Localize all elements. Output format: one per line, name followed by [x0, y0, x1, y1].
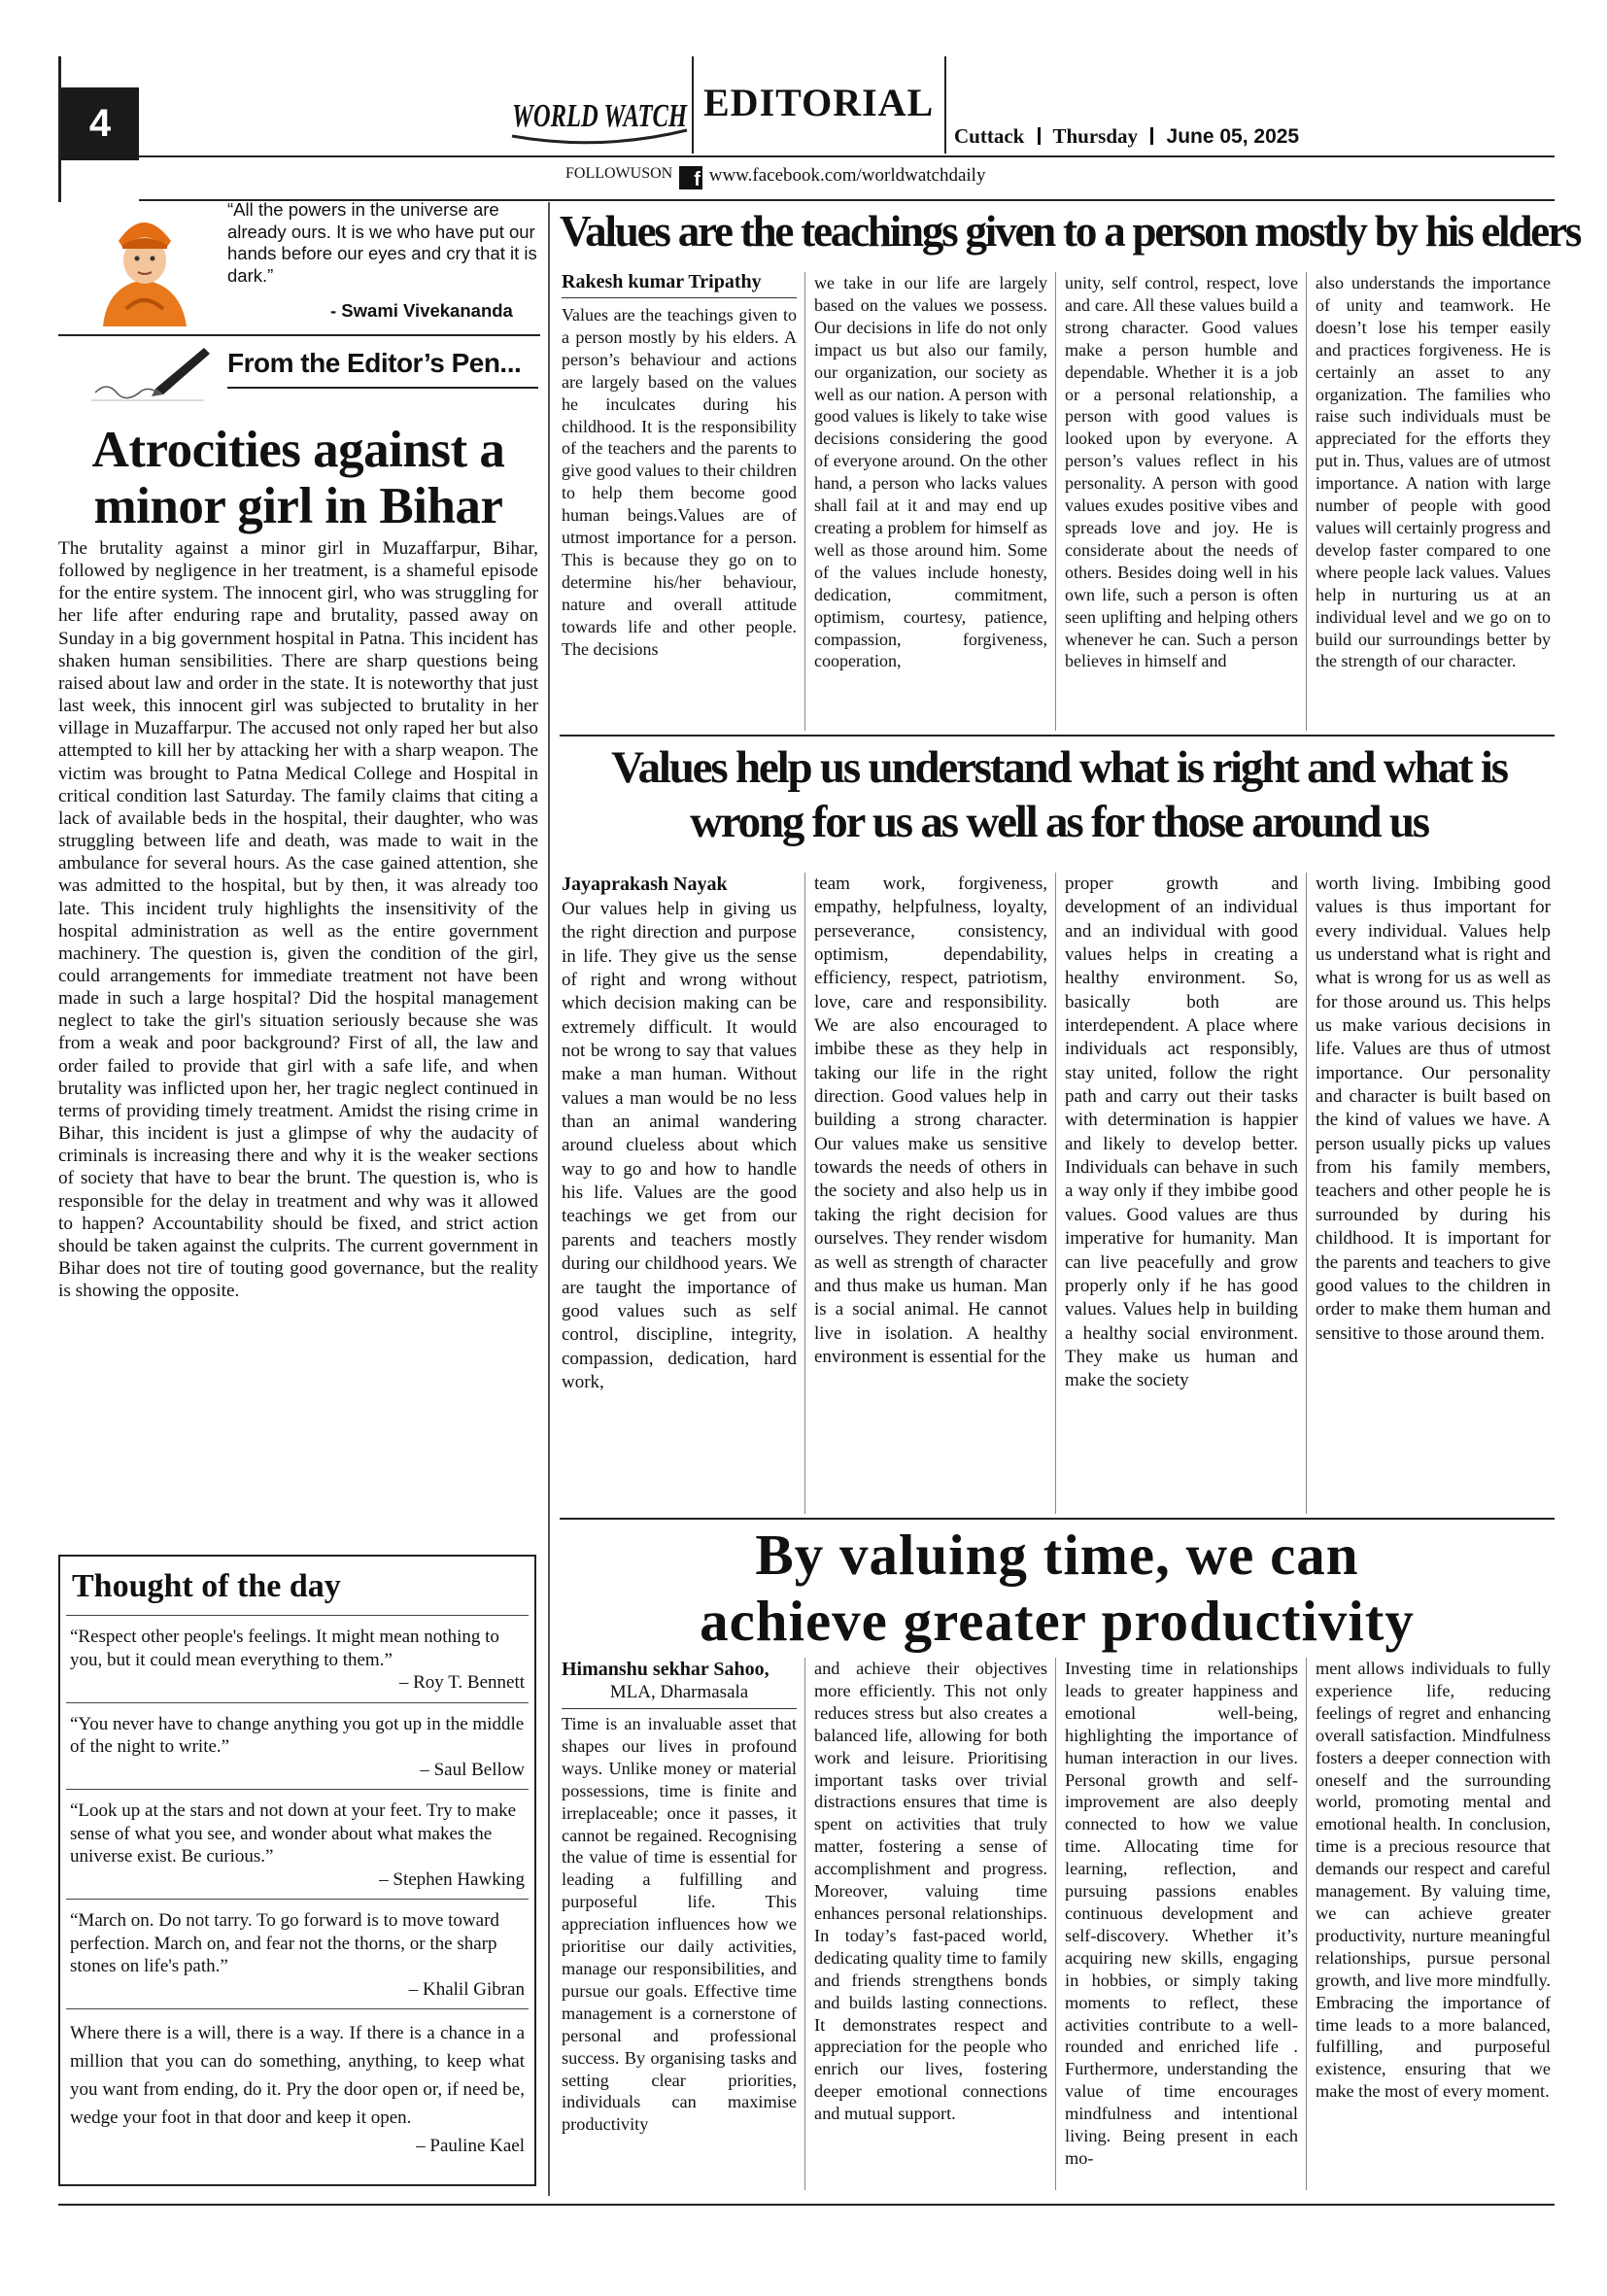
column-rule	[1055, 272, 1056, 731]
column-rule	[1055, 873, 1056, 1514]
article3-column: ment allows individuals to fully experience life, reducing feelings of regret and enhancing overall satisfaction. Mindfulness fosters a deeper connection with oneself and the surrounding world, promoting mental and emotional health. In conclusion, time is a precious resource that demands our respect and careful management. By valuing time, we can achieve greater productivity, nurture meaningful relationships, pursue personal growth, and live more mindfully. Embracing the importance of time leads to a more balanced, fulfilling, and purposeful existence, ensuring that we make the most of every moment.	[1316, 1659, 1551, 2102]
article2-byline: Jayaprakash Nayak	[562, 874, 728, 895]
section-title: EDITORIAL	[703, 81, 935, 124]
column-rule	[804, 272, 805, 731]
dateline-day: Thursday	[1052, 124, 1139, 148]
dateline	[954, 124, 1299, 149]
article3-text: Time is an invaluable asset that shapes our lives in profound ways. Unlike money or material possessions, time is finite and irreplaceable; once it passes, it cannot be regained. Recognising the value of time is essential for leading a fulfilling and purposeful life. This appreciation influences how we prioritise our daily activities, manage our responsibilities, and pursue our goals. Effective time management is a cornerstone of personal and professional success. By organising tasks and setting clear priorities, individuals can maximise productivity	[562, 1714, 797, 2135]
article2-bottom-rule	[560, 1518, 1555, 1520]
thought-quote: “You never have to change anything you got up in the middle of the night to write.”	[70, 1713, 525, 1757]
column-rule	[1055, 1658, 1056, 2190]
article1-column: unity, self control, respect, love and care. All these values build a strong character. Good values make a person humble and dependable. Whether it is a job or a personal relationship, a person with good values is looked upon by everyone. A person’s values reflect in his personality. A person with good values exudes positive vibes and spreads love and joy. He is considerate about the needs of others. Besides doing well in his own life, such a person is often seen uplifting and helping others whenever he can. Such a person believes in himself and	[1065, 273, 1298, 671]
thought-quote: “Look up at the stars and not down at your feet. Try to make sense of what you see, and wonder about what makes the universe exist. Be curious.”	[70, 1800, 517, 1867]
article1-text: Values are the teachings given to a person mostly by his elders. A person’s behaviour and actions are largely based on the values he inculcates during his childhood. It is the responsibility of the teachers and the parents to give good values to their children to help them become good human beings.Values are of utmost importance for a person. This is because they go on to determine his/her behaviour, nature and overall attitude towards life and other people. The decisions	[562, 305, 797, 659]
thought-author: – Stephen Hawking	[379, 1868, 525, 1890]
article2-column: team work, forgiveness, empathy, helpfulness, loyalty, perseverance, consistency, optimism, dependability, efficiency, respect, patriotism, love, care and responsibility. We are also encouraged to imbibe these as they help in taking our life in the right direction. Good values help in building a strong character. Our values make us sensitive towards the needs of others in the society and also help us in taking the right decision for ourselves. They render wisdom as well as strength of character and thus make us human. Man is a social animal. He cannot live in isolation. A healthy environment is essential for the	[814, 874, 1047, 1367]
page-number: 4	[88, 102, 112, 145]
article1-column: also understands the importance of unity and teamwork. He doesn’t lose his temper easily and practices forgiveness. He is certainly an asset to any organization. The families who raise such individuals must be appreciated for the efforts they put in. Thus, values are of utmost importance. A nation with large number of people with good values will certainly progress and develop faster compared to one where people lack values. Values help in nurturing us at an individual level and we go on to build our surroundings better by the strength of our character.	[1316, 273, 1551, 671]
column-rule	[1306, 1658, 1307, 2190]
facebook-link[interactable]: www.facebook.com/worldwatchdaily	[708, 165, 986, 186]
vivekananda-author: - Swami Vivekananda	[330, 300, 513, 321]
dateline-city: Cuttack	[954, 124, 1025, 148]
article2-headline: Values help us understand what is right and what is wrong for us as well as for those around us	[611, 742, 1507, 847]
thought-author: – Khalil Gibran	[408, 1978, 525, 2000]
editorial-headline: Atrocities against a minor girl in Bihar	[91, 422, 505, 534]
editors-pen-underline	[227, 387, 538, 389]
column-rule	[804, 873, 805, 1514]
dateline-date: June 05, 2025	[1166, 125, 1300, 148]
page-number-box	[61, 87, 139, 160]
thought-item	[66, 1703, 529, 1791]
article2-column: worth living. Imbibing good values is thus important for every individual. Values help us understand what is right and what is wrong for us as well as for those around us. This helps us make various decisions in life. Values are thus of utmost importance. Our personality and character is built based on the kind of values we have. A person usually picks up values from his family members, teachers and other people he is surrounded by during his childhood. It is important for the parents and teachers to give good values to the children in order to make them human and sensitive to those around them.	[1316, 874, 1551, 1344]
pen-icon	[87, 342, 214, 408]
page-bottom-rule	[58, 2204, 1555, 2206]
main-column-divider	[548, 202, 550, 2196]
thought-quote: “March on. Do not tarry. To go forward is to move toward perfection. March on, and fear not the thorns, or the sharp stones on life's path.”	[70, 1910, 499, 1976]
vivekananda-quote: “All the powers in the universe are already ours. It is we who have put our hands before our eyes and cry that it is dark.”	[227, 199, 537, 286]
masthead-divider-1	[692, 56, 694, 154]
thought-item	[66, 2009, 529, 2168]
thought-title: Thought of the day	[66, 1557, 529, 1616]
article2-text: Our values help in giving us the right direction and purpose in life. They give us the sense of right and wrong without which decision making can be extremely difficult. It would not be wrong to say that values make a man human. Without values a man would be no less than an animal wandering around clueless about which way to go and how to handle his life. Values are the good teachings we get from our parents and teachers mostly during our childhood years. We are taught the importance of good values such as self control, discipline, integrity, compassion, dedication, hard work,	[562, 899, 797, 1392]
column-rule	[1306, 272, 1307, 731]
article3-byline: Himanshu sekhar Sahoo,	[562, 1659, 769, 1680]
article1-column	[562, 270, 797, 661]
article3-headline-line: By valuing time, we can	[755, 1523, 1359, 1587]
article2-column	[562, 873, 797, 1394]
follow-label: FOLLOWUSON	[565, 165, 673, 182]
vivekananda-portrait	[74, 202, 215, 326]
article1-headline: Values are the teachings given to a person mostly by his elders	[560, 207, 1581, 256]
thought-author: – Saul Bellow	[420, 1759, 525, 1780]
thought-item	[66, 1616, 529, 1703]
article2-column: proper growth and development of an individual and an individual with good values helps in creating a healthy environment. So, basically both are interdependent. A place where individuals act responsibly, stay united, follow the right path and carry out their tasks with determination is happier and likely to develop better. Individuals can behave in such a way only if they imbibe good values. Good values are thus imperative for humanity. Man can live peacefully and grow properly only if he has good values. Values help in building a healthy social environment. They make us human and make the society	[1065, 874, 1298, 1391]
article3-column: Investing time in relationships leads to greater happiness and emotional well-being, highlighting the importance of human interaction in our lives. Personal growth and self-improvement are also deeply connected to how we value time. Allocating time for learning, reflection, and pursuing passions enables continuous development and self-discovery. Whether it’s acquiring new skills, engaging in hobbies, or simply taking moments to reflect, these activities contribute to a well-rounded and enriched life . Furthermore, understanding the value of time encourages mindfulness and intentional living. Being present in each mo-	[1065, 1659, 1298, 2168]
column-rule	[804, 1658, 805, 2190]
article3-headline-line: achieve greater productivity	[700, 1589, 1415, 1653]
facebook-icon[interactable]: f	[679, 166, 702, 189]
thought-box	[58, 1555, 536, 2186]
article1-column: we take in our life are largely based on the values we possess. Our decisions in life do not only impact us but also our family, our organization, our society as well as our nation. A person with good values is likely to take wise decisions considering the good of everyone around. On the other hand, a person who lacks values shall fail at it and may end up creating a problem for himself as well as those around him. Some of the values include honesty, dedication, commitment, optimism, courtesy, patience, compassion, forgiveness, cooperation,	[814, 273, 1047, 671]
thought-quote: Where there is a will, there is a way. If there is a chance in a million that you can do something, anything, to keep what you want from ending, do it. Pry the door open or, if need be, wedge your foot in that door and keep it open.	[70, 2023, 525, 2128]
masthead-rule	[139, 155, 1555, 157]
masthead-divider-2	[944, 56, 946, 154]
editors-pen-label: From the Editor’s Pen...	[227, 348, 522, 378]
thought-quote: “Respect other people's feelings. It might mean nothing to you, but it could mean everything to them.”	[70, 1627, 499, 1670]
thought-author: – Pauline Kael	[416, 2136, 525, 2156]
article3-byline-sub: MLA, Dharmasala	[562, 1681, 797, 1709]
thought-author: – Roy T. Bennett	[398, 1672, 525, 1693]
follow-bar	[565, 165, 985, 192]
article1-byline: Rakesh kumar Tripathy	[562, 270, 797, 298]
article3-column: and achieve their objectives more efficiently. This not only reduces stress but also creates a balanced life, allowing for both work and leisure. Prioritising important tasks over trivial distractions ensures that time is spent on activities that truly matter, fostering a sense of accomplishment and progress. Moreover, valuing time enhances personal relationships. In today’s fast-paced world, dedicating quality time to family and friends strengthens bonds and builds lasting connections. It demonstrates respect and appreciation for the people who enrich our lives, fostering deeper emotional connections and mutual support.	[814, 1659, 1047, 2124]
thought-item	[66, 1900, 529, 2009]
thought-item	[66, 1790, 529, 1900]
editorial-body: The brutality against a minor girl in Muzaffarpur, Bihar, followed by negligence in her treatment, is a shameful episode for the entire system. The innocent girl, who was struggling for her life after enduring rape and brutality, passed away on Sunday in a big government hospital in Patna. This incident has shaken human sensibilities. There are sharp questions being raised about law and order in the state. It is noteworthy that just last week, this innocent girl was subjected to brutality in her village in Muzaffarpur. The accused not only raped her but also attempted to kill her by attacking her with a sharp weapon. The victim was brought to Patna Medical College and Hospital in critical condition last Saturday. The family claims that citing a lack of available beds in the hospital, their daughter, who was struggling between life and death, was made to wait in the ambulance for several hours. As the case gained attention, she was admitted to the hospital, but by then, it was already too late. This incident truly highlights the insensitivity of the hospital administration as well as the entire government machinery. The question is, given the condition of the girl, could arrangements for immediate treatment not have been made in such a large hospital? Did the hospital management neglect to take the girl's situation seriously because she was from a weak and poor background? First of all, the law and order failed to provide that girl with a safe life, and when brutality was inflicted upon her, her tragic neglect continued in terms of providing timely treatment. Amidst the rising crime in Bihar, this incident is just a glimpse of why the audacity of criminals is increasing there and why it is the weaker sections of society that have to bear the brunt. The question is, who is responsible for the delay in treatment and why was it allowed to happen? Accountability should be fixed, and strict action should be taken against the culprits. The current government in Bihar does not tire of touting good governance, but the reality is showing the opposite.	[58, 538, 538, 1302]
column-rule	[1306, 873, 1307, 1514]
svg-text:WORLD WATCH: WORLD WATCH	[512, 98, 689, 134]
article1-bottom-rule	[560, 735, 1555, 737]
world-watch-logo	[508, 86, 691, 148]
article3-headline	[560, 1522, 1555, 1654]
quote-rule	[58, 334, 540, 336]
article3-column	[562, 1658, 797, 2136]
